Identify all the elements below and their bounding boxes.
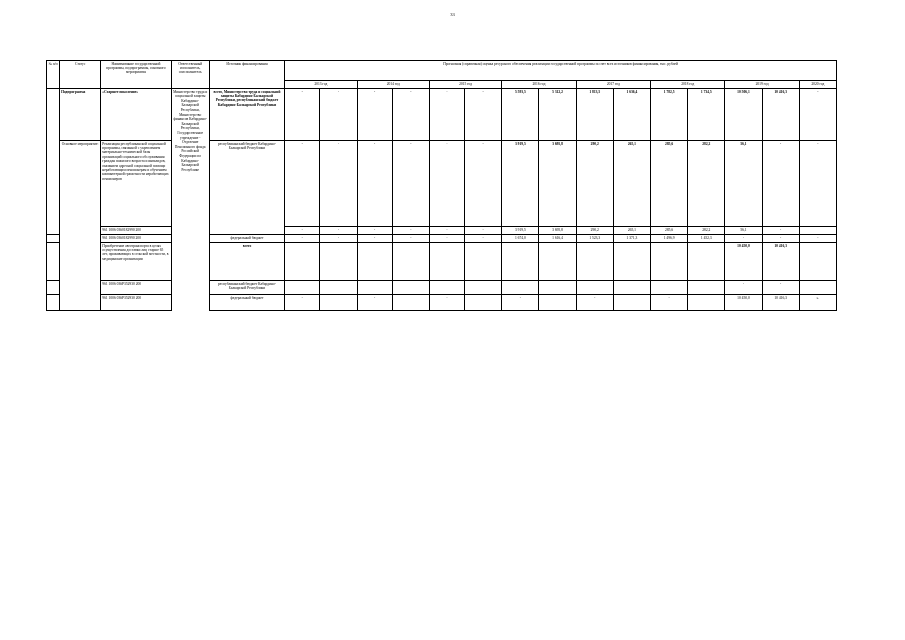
value-cell: 1 674,0: [502, 235, 539, 243]
main-activity-row: [47, 141, 837, 227]
num-cell: [47, 89, 60, 235]
value-cell: -: [429, 89, 464, 141]
value-cell: -: [285, 235, 320, 243]
activity-name: Приобретение автотранспорта в целях осуществления доставки лиц старше 65 лет, проживающих в сельской местности, в медицинские организации: [101, 243, 171, 281]
year-header: 2016 год: [502, 81, 576, 89]
value-cell: -: [465, 141, 502, 227]
value-cell: [392, 243, 429, 281]
value-cell: -: [320, 235, 357, 243]
value-cell: 3 695,8: [539, 141, 576, 227]
budget-code-row: [47, 295, 837, 311]
value-cell: [429, 243, 464, 281]
value-cell: -: [465, 89, 502, 141]
num-cell: [47, 243, 60, 281]
value-cell: ».: [799, 295, 836, 311]
value-cell: [502, 243, 539, 281]
budget-code: 961 1006 036P352930 200: [101, 281, 171, 295]
value-cell: -: [285, 227, 320, 235]
budget-code: 961 1006 0360182990 200: [101, 235, 171, 243]
budget-code: 961 1006 0360182990 200: [101, 227, 171, 235]
value-cell: [285, 281, 320, 295]
budget-code-row: [47, 227, 837, 235]
value-cell: 10 416,3: [762, 89, 799, 141]
value-cell: 1 734,5: [688, 89, 725, 141]
value-cell: [613, 281, 650, 295]
value-cell: -: [651, 295, 688, 311]
value-cell: [539, 281, 576, 295]
value-cell: -: [725, 235, 762, 243]
num-cell: [47, 235, 60, 243]
value-cell: [688, 295, 725, 311]
col-source-header: Источник финансирования: [209, 61, 284, 89]
value-cell: 3 919,5: [502, 227, 539, 235]
value-cell: 5 593,5: [502, 89, 539, 141]
year-header: 2013 год: [285, 81, 357, 89]
value-cell: 1 371,3: [613, 235, 650, 243]
value-cell: 10 450,0: [725, 295, 762, 311]
value-cell: 285,6: [651, 227, 688, 235]
budget-code: 961 1006 036P352930 200: [101, 295, 171, 311]
value-cell: 265,1: [613, 141, 650, 227]
subprogram-status: Подпрограмма: [60, 89, 101, 141]
year-header: 2018 год: [651, 81, 725, 89]
value-cell: -: [392, 235, 429, 243]
budget-table: [46, 60, 837, 311]
col-num-header: № п/п: [47, 61, 60, 89]
subprogram-row: [47, 89, 837, 141]
value-cell: 1 782,5: [651, 89, 688, 141]
value-cell: [392, 281, 429, 295]
value-cell: -: [357, 227, 392, 235]
value-cell: -: [285, 295, 320, 311]
value-cell: [357, 243, 392, 281]
value-cell: -: [762, 235, 799, 243]
forecast-header: Прогнозная (справочная) оценка ресурсного обеспечения реализации государственной программы за счет всех источников финансирования, тыс. рублей: [285, 61, 837, 81]
value-cell: -: [392, 227, 429, 235]
value-cell: 282,2: [688, 227, 725, 235]
value-cell: -: [576, 295, 613, 311]
budget-code-row: [47, 235, 837, 243]
value-cell: -: [429, 235, 464, 243]
page-number: 33: [450, 12, 455, 17]
value-cell: -: [357, 141, 392, 227]
resp-cell: [171, 227, 209, 311]
value-cell: -: [285, 141, 320, 227]
value-cell: 285,6: [651, 141, 688, 227]
responsible-executor: Министерство труда и социальной защиты Кабардино-Балкарской Республики, Министерство финансов Кабардино-Балкарской Республики, Государственное учреждение - Отделение Пенсионного фонда Российской Федерации по Кабардино-Балкарской Республике: [171, 89, 209, 227]
value-cell: 1 452,3: [688, 235, 725, 243]
value-cell: -: [725, 281, 762, 295]
main-activity-source: республиканский бюджет Кабардино-Балкарской Республики: [209, 141, 284, 227]
value-cell: -: [799, 235, 836, 243]
value-cell: [320, 243, 357, 281]
year-header: 2015 год: [429, 81, 501, 89]
value-cell: [357, 281, 392, 295]
value-cell: -: [392, 89, 429, 141]
value-cell: -: [285, 89, 320, 141]
value-cell: [799, 281, 836, 295]
source-cell: федеральный бюджет: [209, 295, 284, 311]
value-cell: -: [762, 227, 799, 235]
value-cell: 282,2: [688, 141, 725, 227]
subprogram-name: «Старшее поколение»: [101, 89, 171, 141]
source-cell: всего: [209, 243, 284, 281]
value-cell: 1 496,9: [651, 235, 688, 243]
value-cell: [799, 243, 836, 281]
value-cell: -: [465, 227, 502, 235]
value-cell: 290,2: [576, 141, 613, 227]
value-cell: -: [320, 89, 357, 141]
value-cell: -: [799, 141, 836, 227]
value-cell: 5 312,2: [539, 89, 576, 141]
year-header: 2019 год: [725, 81, 799, 89]
value-cell: [613, 243, 650, 281]
value-cell: -: [799, 89, 836, 141]
value-cell: [799, 227, 836, 235]
value-cell: -: [465, 235, 502, 243]
value-cell: 290,2: [576, 227, 613, 235]
value-cell: [502, 281, 539, 295]
value-cell: [392, 295, 429, 311]
value-cell: [539, 243, 576, 281]
value-cell: [465, 295, 502, 311]
value-cell: [429, 281, 464, 295]
value-cell: 1 616,4: [539, 235, 576, 243]
num-cell: [47, 281, 60, 295]
value-cell: -: [392, 141, 429, 227]
main-activity-status: Основное мероприятие:: [60, 141, 101, 311]
value-cell: [613, 295, 650, 311]
col-status-header: Статус: [60, 61, 101, 89]
source-cell: республиканский бюджет Кабардино-Балкарской Республики: [209, 281, 284, 295]
value-cell: [576, 243, 613, 281]
value-cell: [651, 243, 688, 281]
value-cell: 1 636,4: [613, 89, 650, 141]
source-cell: федеральный бюджет: [209, 235, 284, 243]
value-cell: -: [357, 235, 392, 243]
value-cell: 10 416,3: [762, 295, 799, 311]
value-cell: -: [429, 141, 464, 227]
value-cell: -: [357, 295, 392, 311]
value-cell: 1 813,5: [576, 89, 613, 141]
source-cell: [209, 227, 284, 235]
value-cell: -: [357, 89, 392, 141]
activity-row: [47, 243, 837, 281]
col-name-header: Наименование государственной программы, подпрограммы, основного мероприятия: [101, 61, 171, 89]
year-header: 2020 год: [799, 81, 836, 89]
main-activity-name: Реализация республиканской социальной программы, связанной с укреплением материально-технической базы организаций социального обслуживания граждан пожилого возраста и инвалидов, оказанием адресной социальной помощи неработающим пенсионерам и обучением компьютерной грамотности неработающих пенсионеров: [101, 141, 171, 227]
value-cell: [285, 243, 320, 281]
value-cell: 3 695,8: [539, 227, 576, 235]
budget-code-row: [47, 281, 837, 295]
value-cell: [320, 281, 357, 295]
value-cell: 10 450,0: [725, 243, 762, 281]
value-cell: 265,1: [613, 227, 650, 235]
header-row: [47, 61, 837, 81]
value-cell: [465, 281, 502, 295]
value-cell: [539, 295, 576, 311]
value-cell: 56,1: [725, 141, 762, 227]
value-cell: [320, 295, 357, 311]
value-cell: -: [502, 295, 539, 311]
value-cell: 56,1: [725, 227, 762, 235]
value-cell: [465, 243, 502, 281]
value-cell: [651, 281, 688, 295]
value-cell: [688, 281, 725, 295]
col-resp-header: Ответственный исполнитель, соисполнитель: [171, 61, 209, 89]
value-cell: -: [762, 281, 799, 295]
value-cell: 1 523,3: [576, 235, 613, 243]
value-cell: 3 919,5: [502, 141, 539, 227]
value-cell: -: [320, 141, 357, 227]
value-cell: 10 416,3: [762, 243, 799, 281]
value-cell: -: [762, 141, 799, 227]
year-header: 2014 год: [357, 81, 429, 89]
subprogram-source: всего, Министерство труда и социальной защиты Кабардино-Балкарской Республики, республиканский бюджет Кабардино-Балкарской Республики: [209, 89, 284, 141]
value-cell: -: [429, 227, 464, 235]
value-cell: [576, 281, 613, 295]
value-cell: -: [429, 295, 464, 311]
num-cell: [47, 295, 60, 311]
year-header: 2017 год: [576, 81, 650, 89]
value-cell: 10 506,1: [725, 89, 762, 141]
value-cell: [688, 243, 725, 281]
value-cell: -: [320, 227, 357, 235]
